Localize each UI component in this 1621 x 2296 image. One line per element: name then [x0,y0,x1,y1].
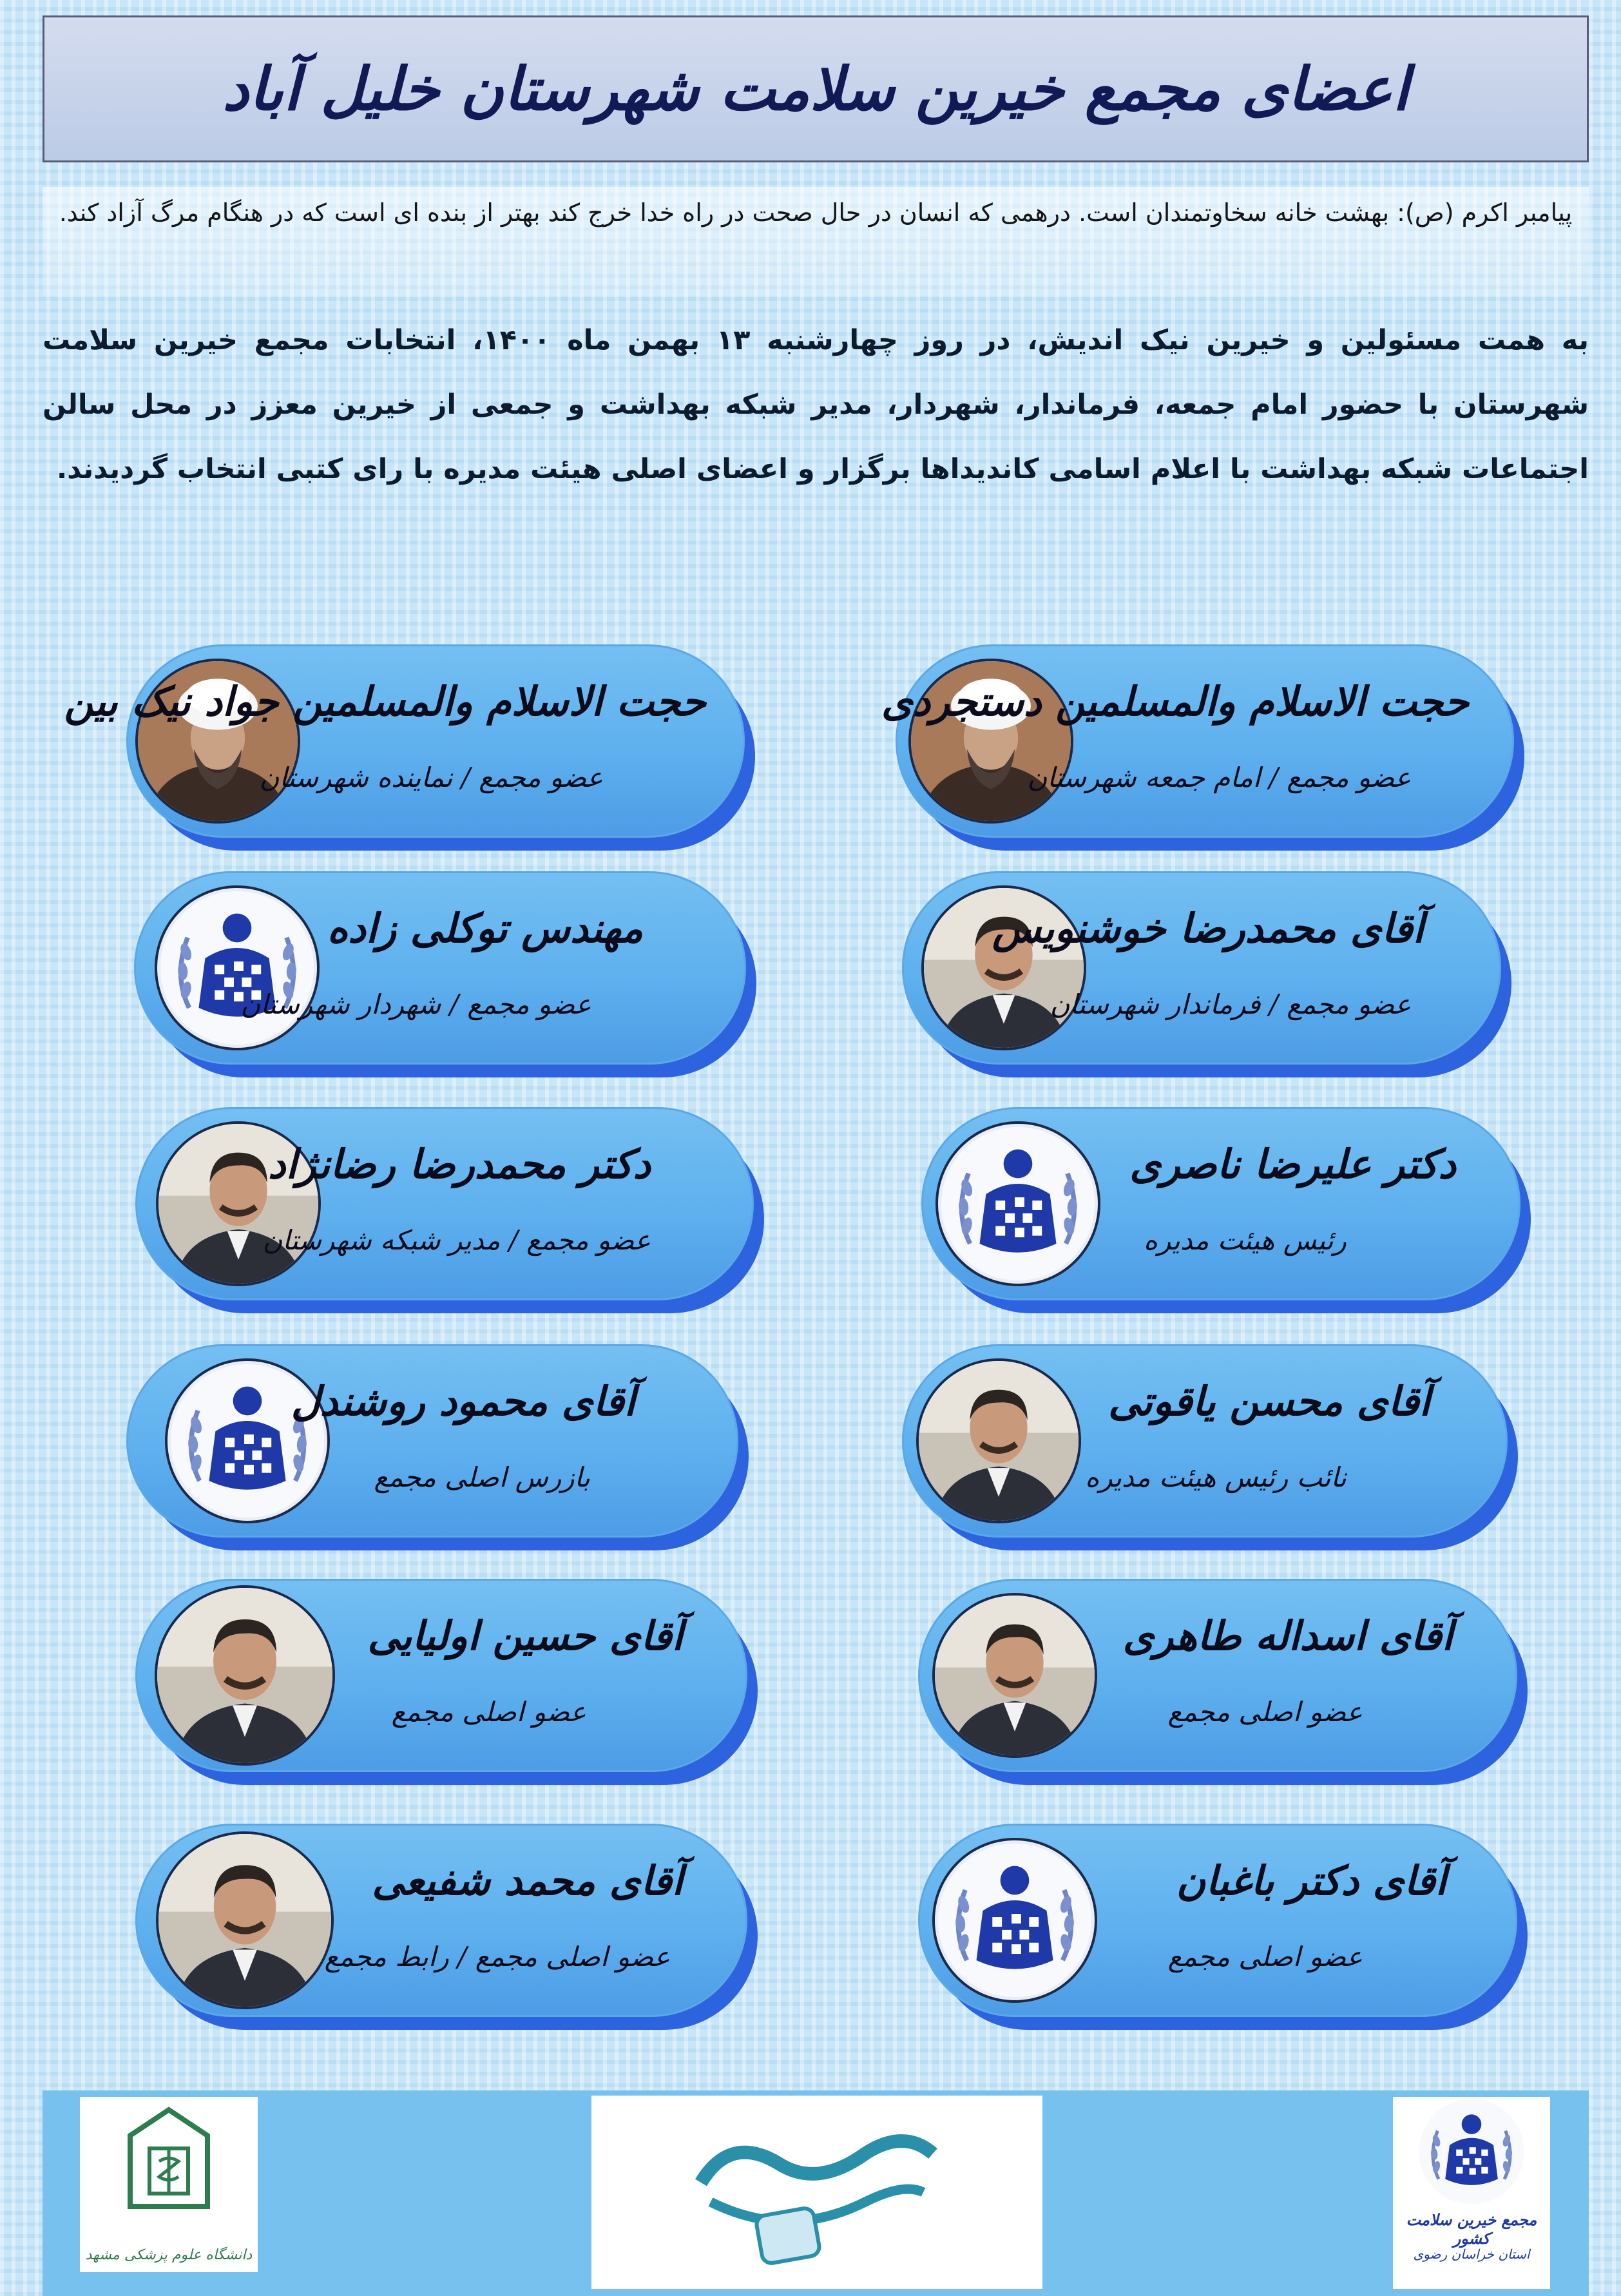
person-portrait-icon [932,1593,1097,1758]
member-name: آقای حسین اولیایی [367,1612,683,1659]
member-card [881,644,1514,838]
member-role: عضو اصلی مجمع [1167,1941,1363,1973]
member-role: عضو اصلی مجمع [1167,1696,1363,1728]
page-title: اعضای مجمع خیرین سلامت شهرستان خلیل آباد [222,54,1409,124]
left-logo-text: دانشگاه علوم پزشکی مشهد [85,2247,253,2263]
member-role: عضو مجمع / فرماندار شهرستان [1050,989,1411,1020]
member-role: عضو اصلی مجمع / رابط مجمع [324,1941,670,1973]
person-portrait-icon [156,1831,334,2009]
hami-calligraphy-logo [591,2096,1042,2289]
member-role: عضو مجمع / امام جمعه شهرستان [1027,762,1411,793]
member-role: رئیس هیئت مدیره [1143,1224,1347,1256]
member-role: نائب رئیس هیئت مدیره [1085,1462,1347,1493]
member-card [902,871,1501,1065]
hadith-text: پیامبر اکرم (ص): بهشت خانه سخاوتمندان است. درهمی که انسان در حال صحت در راه خدا خرج کند بهتر از بنده ای است که در هنگام مرگ آزاد کند. [43,187,1589,296]
member-name: حجت الاسلام والمسلمین دستجردی [881,678,1469,725]
charity-emblem-icon [155,885,320,1050]
member-role: عضو اصلی مجمع [391,1696,586,1728]
title-banner [43,15,1589,162]
member-card [135,1107,754,1300]
charity-emblem-icon [935,1121,1100,1286]
member-role: عضو مجمع / نماینده شهرستان [259,762,603,793]
member-role: عضو مجمع / مدیر شبکه شهرستان [262,1224,651,1256]
member-role: بازرس اصلی مجمع [374,1462,590,1493]
member-card [902,1344,1508,1538]
intro-paragraph: به همت مسئولین و خیرین نیک اندیش، در روز چهارشنبه ۱۳ بهمن ماه ۱۴۰۰، انتخابات مجمع خیرین سلامت شهرستان با حضور امام جمعه، فرماندار، شهردار، مدیر شبکه بهداشت و جمعی از خیرین معزز در محل سالن اجتماعات شبکه بهداشت با اعلام اسامی کاندیداها برگزار و اعضای اصلی هیئت مدیره با رای کتبی انتخاب گردیدند. [43,324,1589,485]
member-role: عضو مجمع / شهردار شهرستان [240,989,591,1020]
member-name: مهندس توکلی زاده [327,905,643,952]
member-card [135,1579,747,1772]
member-name: دکتر علیرضا ناصری [1129,1141,1456,1188]
member-name: آقای محسن یاقوتی [1108,1378,1430,1425]
right-logo-text: مجمع خیرین سلامت کشور [1406,2210,1537,2248]
right-logo-subtext: استان خراسان رضوی [1413,2246,1530,2262]
person-portrait-icon [155,1585,335,1766]
member-card [918,1824,1517,2017]
member-name: حجت الاسلام والمسلمین جواد نیک بین [64,678,706,725]
charity-emblem-icon [932,1838,1097,2003]
member-name: آقای دکتر باغبان [1176,1857,1446,1904]
person-portrait-icon [916,1358,1081,1523]
charity-emblem-icon [1393,2097,1550,2289]
member-card [134,871,746,1065]
member-card [921,1107,1520,1300]
member-name: آقای محمود روشندل [291,1378,635,1425]
member-name: آقای اسداله طاهری [1122,1612,1453,1659]
member-name: دکتر محمدرضا رضانژاد [267,1141,651,1188]
member-card [64,644,745,838]
footer-bar [43,2090,1589,2296]
member-card [918,1579,1517,1772]
member-name: آقای محمد شفیعی [372,1857,683,1904]
member-card [135,1824,747,2017]
member-card [126,1344,738,1538]
member-name: آقای محمدرضا خوشنویس [992,905,1424,952]
university-emblem-icon [80,2097,258,2272]
